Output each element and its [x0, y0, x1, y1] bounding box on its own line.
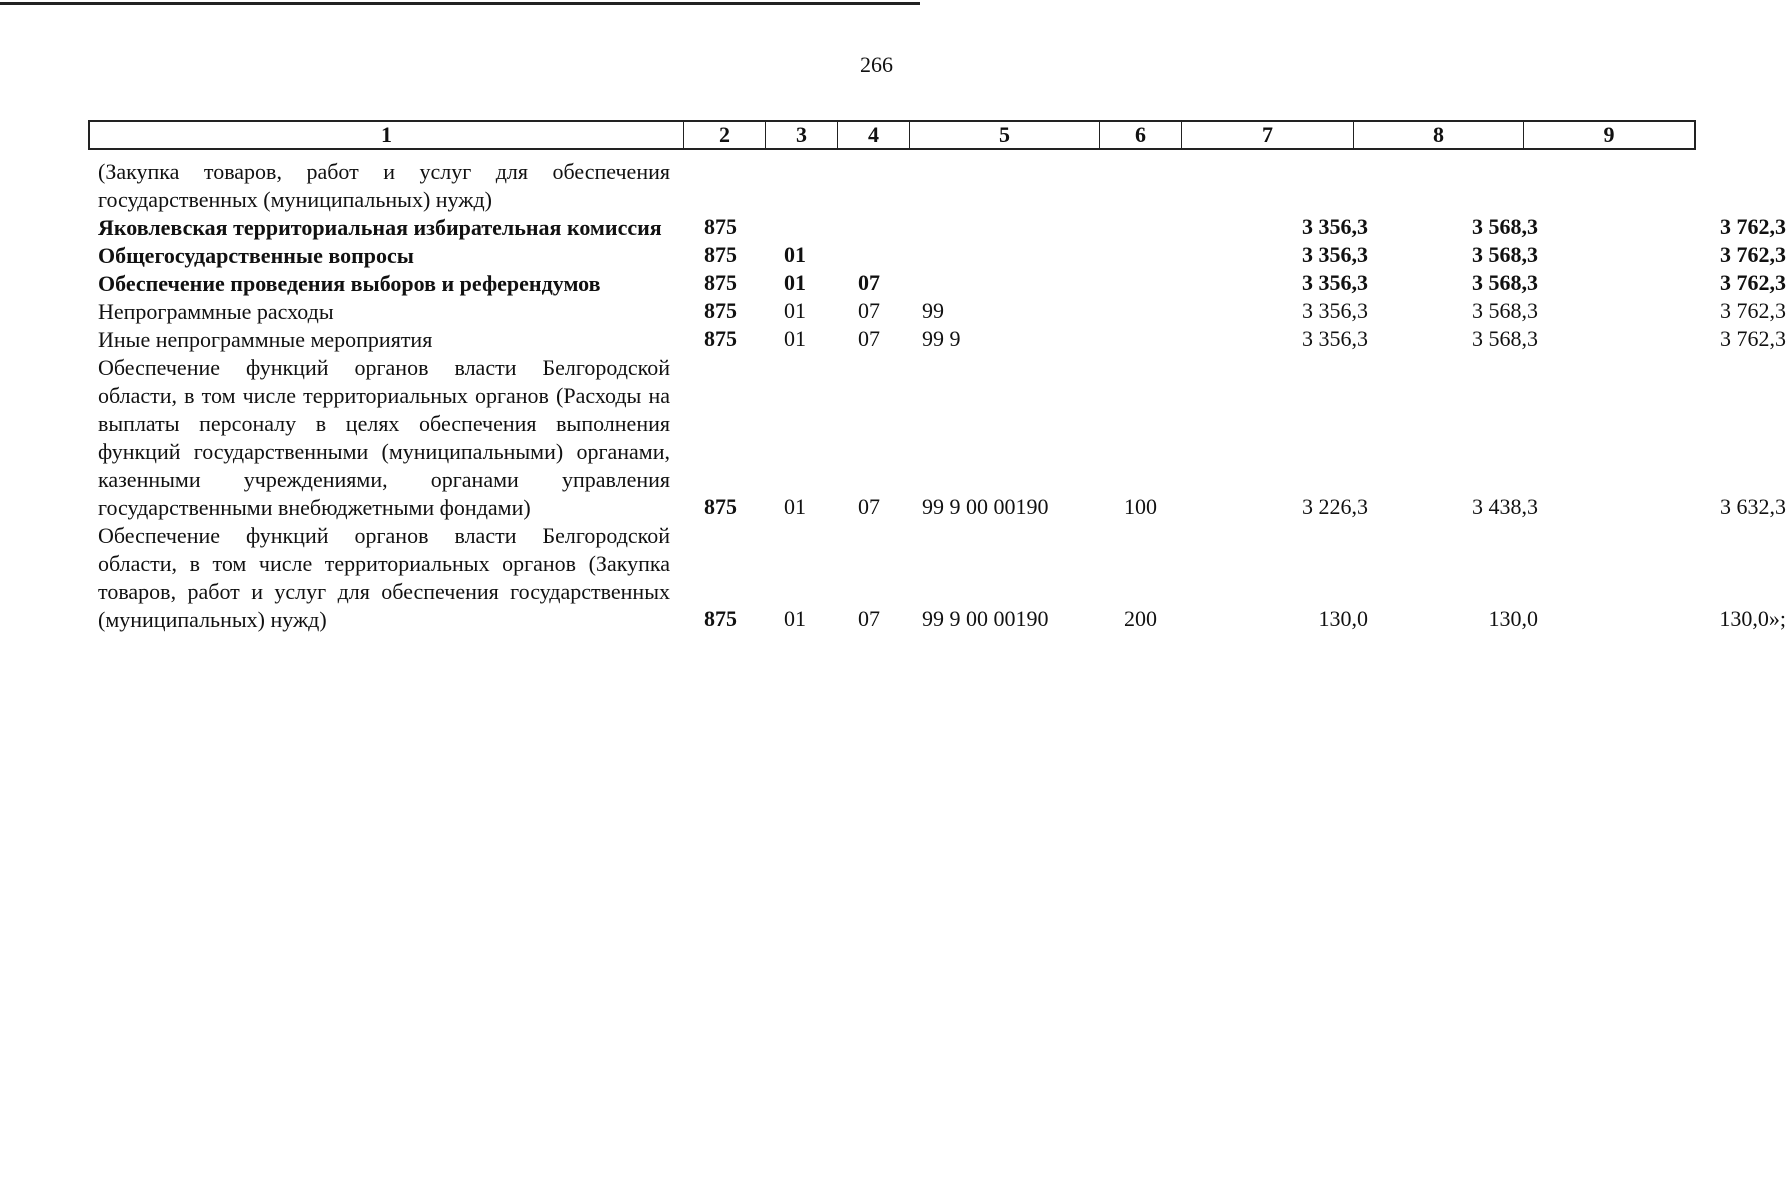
row-col-7: 3 356,3: [1302, 242, 1368, 267]
header-col-1: 1: [90, 122, 684, 148]
row-col-7: 3 356,3: [1302, 326, 1368, 351]
row-col-7: 3 356,3: [1302, 270, 1368, 295]
row-col-2: 875: [704, 214, 737, 239]
row-description: Иные непрограммные мероприятия: [98, 327, 433, 352]
row-col-3: 01: [784, 606, 806, 631]
row-col-8: 3 568,3: [1472, 214, 1538, 239]
header-col-7: 7: [1182, 122, 1354, 148]
row-description: Яковлевская территориальная избирательная комиссия: [98, 215, 662, 240]
row-col-9: 3 762,3: [1720, 270, 1786, 295]
header-col-2: 2: [684, 122, 766, 148]
table-row: [98, 354, 1786, 522]
row-col-4: 07: [858, 270, 880, 295]
table-row: [98, 242, 1786, 270]
row-col-5: 99 9 00 00190: [922, 606, 1049, 631]
row-description: Непрограммные расходы: [98, 299, 334, 324]
row-col-8: 3 568,3: [1472, 326, 1538, 351]
page-number: 266: [860, 52, 893, 77]
header-col-3: 3: [766, 122, 838, 148]
row-col-9: 3 762,3: [1720, 298, 1786, 323]
row-col-3: 01: [784, 326, 806, 351]
row-col-6: 200: [1124, 606, 1157, 631]
row-col-7: 3 356,3: [1302, 214, 1368, 239]
row-col-4: 07: [858, 326, 880, 351]
row-col-4: 07: [858, 606, 880, 631]
row-col-7: 130,0: [1318, 606, 1368, 631]
table-row: [98, 522, 1786, 634]
row-description: Обеспечение функций органов власти Белгородской области, в том числе территориальных органов (Расходы на выплаты персоналу в целях обеспечения выполнения функций государственными (муниципальными) органами, казенными учреждениями, органами управления государственными внебюджетными фондами): [98, 355, 670, 520]
row-col-8: 130,0: [1488, 606, 1538, 631]
row-description: Обеспечение проведения выборов и референдумов: [98, 271, 601, 296]
row-col-9: 3 632,3: [1720, 494, 1786, 519]
row-col-5: 99: [922, 298, 944, 323]
row-col-2: 875: [704, 242, 737, 267]
row-col-3: 01: [784, 242, 806, 267]
row-col-6: 100: [1124, 494, 1157, 519]
row-col-9: 3 762,3: [1720, 214, 1786, 239]
row-col-3: 01: [784, 494, 806, 519]
row-col-2: 875: [704, 270, 737, 295]
row-description: Обеспечение функций органов власти Белгородской области, в том числе территориальных органов (Закупка товаров, работ и услуг для обеспечения государственных (муниципальных) нужд): [98, 523, 670, 632]
row-col-2: 875: [704, 326, 737, 351]
row-description: (Закупка товаров, работ и услуг для обеспечения государственных (муниципальных) нужд): [98, 159, 670, 212]
header-col-4: 4: [838, 122, 910, 148]
row-col-5: 99 9: [922, 326, 961, 351]
table-body: [98, 158, 1786, 634]
header-col-5: 5: [910, 122, 1100, 148]
row-col-4: 07: [858, 494, 880, 519]
row-col-2: 875: [704, 298, 737, 323]
row-col-3: 01: [784, 298, 806, 323]
row-col-8: 3 568,3: [1472, 298, 1538, 323]
row-col-8: 3 568,3: [1472, 242, 1538, 267]
row-col-8: 3 568,3: [1472, 270, 1538, 295]
header-col-9: 9: [1603, 122, 1615, 147]
row-col-8: 3 438,3: [1472, 494, 1538, 519]
row-col-9: 3 762,3: [1720, 326, 1786, 351]
row-col-7: 3 356,3: [1302, 298, 1368, 323]
row-col-2: 875: [704, 606, 737, 631]
table-row: [98, 270, 1786, 298]
row-col-4: 07: [858, 298, 880, 323]
table-header: [88, 120, 1696, 150]
table-row: [98, 298, 1786, 326]
row-col-2: 875: [704, 494, 737, 519]
top-rule: [0, 2, 920, 5]
row-col-7: 3 226,3: [1302, 494, 1368, 519]
header-col-6: 6: [1100, 122, 1182, 148]
table-row: [98, 326, 1786, 354]
row-col-9: 3 762,3: [1720, 242, 1786, 267]
row-col-5: 99 9 00 00190: [922, 494, 1049, 519]
row-col-9: 130,0»;: [1719, 606, 1786, 631]
header-col-8: 8: [1354, 122, 1524, 148]
table-row: [98, 158, 1698, 214]
table-row: [98, 214, 1786, 242]
row-description: Общегосударственные вопросы: [98, 243, 414, 268]
row-col-3: 01: [784, 270, 806, 295]
